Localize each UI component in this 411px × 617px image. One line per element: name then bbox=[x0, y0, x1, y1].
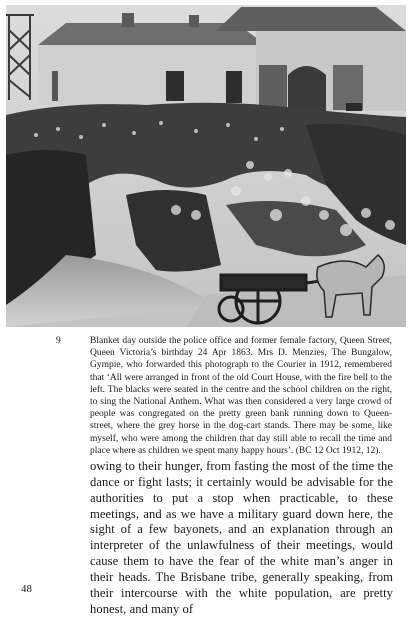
historical-photograph bbox=[6, 5, 406, 327]
body-paragraph: owing to their hunger, from fasting the most of the time the dance or fight lasts; it certainly would be advisable for the authorities to put a stop when practicable, to these meetings, and as we have a military guard down here, the sight of a few bayonets, and an explanation through an interpreter of the unlawfulness of their meetings, would cause them to have the fear of the white man’s anger in their heads. The Brisbane tribe, generally speaking, from their intercourse with the white population, are pretty honest, and many of bbox=[90, 459, 393, 616]
crowd-scene-image bbox=[6, 5, 406, 327]
page-number: 48 bbox=[21, 583, 32, 595]
figure-number: 9 bbox=[56, 336, 61, 346]
figure-caption: Blanket day outside the police office and former female factory, Queen Street, Queen Victoria’s birthday 24 Apr 1863. Mrs D. Menzies, The Bungalow, Gympie, who forwarded this photograph to the Courier in 1912, remembered that ‘All were arranged in front of the old Court House, with the fire bell to the left. The blacks were seated in the centre and the school children on the right, to sing the National Anthem. What was then considered a very large crowd of people was congregated on the pretty green bank running down to Queen-street, where the grey horse in the dog-cart stands. There may be some, like myself, who were among the children that day still able to recall the time and place where as children we spent many happy hours’. (BC 12 Oct 1912, 12). bbox=[90, 336, 392, 456]
